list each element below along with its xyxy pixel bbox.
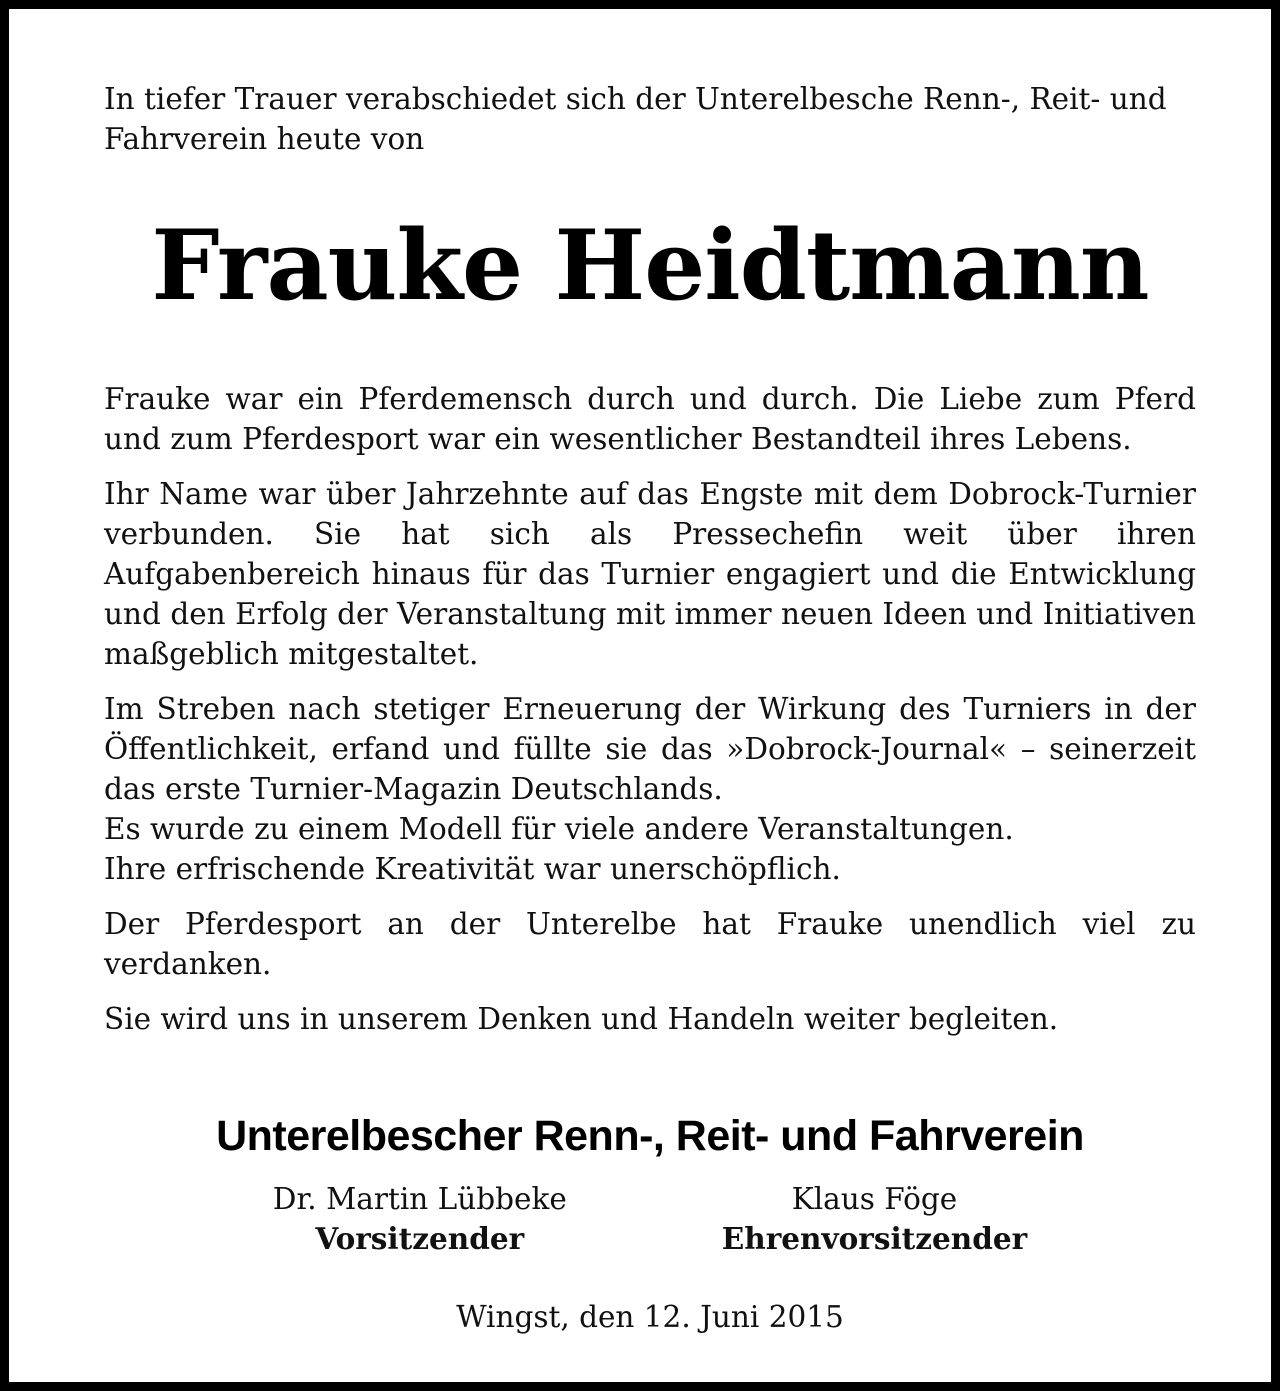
paragraph-1: Frauke war ein Pferdemensch durch und durch. Die Liebe zum Pferd und zum Pferdesport war ein wesentlicher Bestandteil ihres Lebens. (104, 382, 1196, 456)
paragraph-3-line-b: Es wurde zu einem Modell für viele andere Veranstaltungen. (104, 812, 1014, 846)
club-name: Unterelbescher Renn-, Reit- und Fahrverein (216, 1112, 1084, 1160)
paragraph-4: Der Pferdesport an der Unterelbe hat Frauke unendlich viel zu verdanken. (104, 907, 1196, 981)
signer-left (273, 1179, 567, 1259)
signer-right (722, 1179, 1027, 1259)
place-date: Wingst, den 12. Juni 2015 (456, 1300, 844, 1334)
signer-right-name: Klaus Föge (791, 1182, 958, 1216)
paragraph-3 (104, 689, 1196, 889)
paragraph-3-line-a: Im Streben nach stetiger Erneuerung der Wirkung des Turniers in der Öffentlichkeit, erfand und füllte sie das »Dobrock-Journal« – seinerzeit das erste Turnier-Magazin Deutschlands. (104, 692, 1196, 806)
notice-content (104, 79, 1196, 1337)
paragraph-2: Ihr Name war über Jahrzehnte auf das Engste mit dem Dobrock-Turnier verbunden. Sie hat sich als Pressechefin weit über ihren Aufgabenbereich hinaus für das Turnier engagiert und die Entwicklung und den Erfolg der Veranstaltung mit immer neuen Ideen und Initiativen maßgeblich mitgestaltet. (104, 477, 1196, 671)
deceased-name: Frauke Heidtmann (151, 209, 1149, 322)
signer-left-name: Dr. Martin Lübbeke (272, 1182, 567, 1216)
signers (104, 1179, 1196, 1259)
signer-right-role: Ehrenvorsitzender (721, 1221, 1028, 1256)
paragraph-5: Sie wird uns in unserem Denken und Handeln weiter begleiten. (104, 1002, 1059, 1036)
signer-left-role: Vorsitzender (315, 1221, 525, 1256)
intro-text: In tiefer Trauer verabschiedet sich der Unterelbesche Renn-, Reit- und Fahrverein heute von (104, 82, 1167, 156)
paragraph-3-line-c: Ihre erfrischende Kreativität war unerschöpflich. (104, 852, 841, 886)
